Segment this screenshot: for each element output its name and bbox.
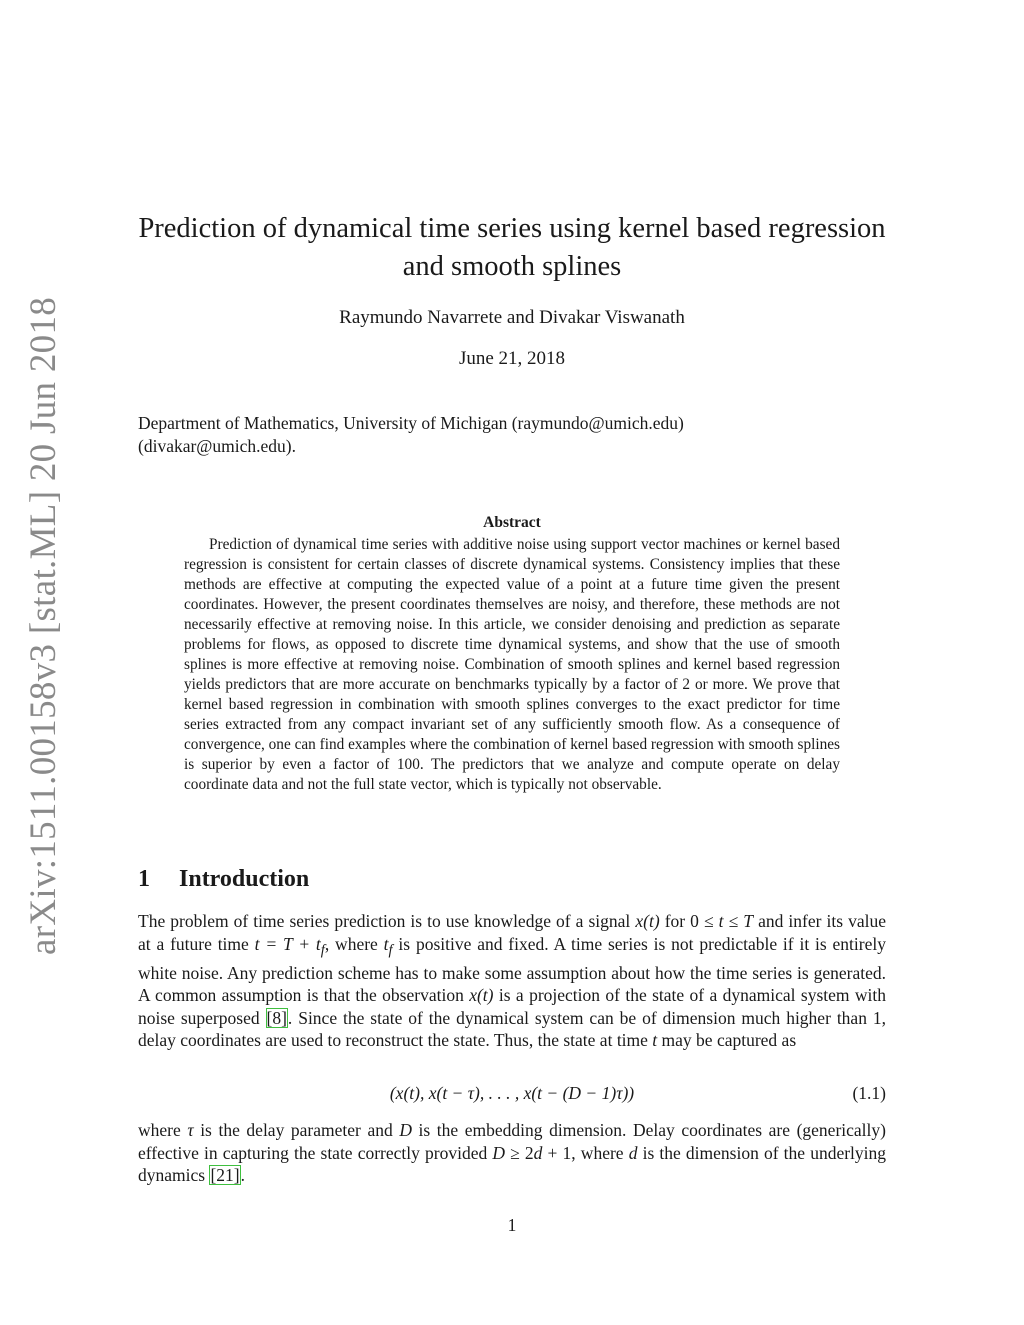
intro-paragraph-2 (138, 1119, 886, 1187)
math-subscript: f (388, 942, 393, 959)
text-run: The problem of time series prediction is to use knowledge of a signal (138, 911, 636, 931)
text-run: . Since the state of the dynamical system can be of dimension much higher than 1, delay coordinates are used to reconstruct the state. Thus, the state at time (138, 1007, 886, 1051)
math-inline: D (399, 1120, 412, 1140)
math-inline: D (492, 1142, 506, 1163)
citation-link-21[interactable]: [21] (210, 1165, 240, 1186)
text-run: may be captured as (657, 1030, 797, 1051)
text-run: ≥ 2 (505, 1142, 534, 1163)
section-number: 1 (138, 866, 150, 892)
math-inline: t = T + t (254, 933, 321, 954)
math-inline: τ (187, 1120, 194, 1140)
paper-title (138, 210, 886, 286)
text-run: is positive and fixed. A time series is not predictable if it is entirely white noise. Any prediction scheme has to make some assumption about how the time series is generated. A common assumption is that the observation (138, 933, 886, 1006)
math-inline: x(t) (469, 985, 494, 1006)
text-run: where (138, 1120, 188, 1140)
math-inline: t (718, 911, 724, 931)
math-subscript: f (320, 942, 325, 959)
page-number: 1 (507, 1215, 517, 1235)
equation-number: (1.1) (852, 1083, 886, 1103)
math-inline: x(t) (635, 911, 660, 931)
math-inline: d (628, 1142, 638, 1163)
equation-body: (x(t), x(t − τ), . . . , x(t − (D − 1)τ)) (389, 1083, 635, 1103)
affiliation-line-2: (divakar@umich.edu). (138, 436, 297, 456)
text-run: is the embedding dimension. Delay coordinates are (generically) effective in capturing the state correctly provided (138, 1120, 886, 1163)
math-inline: T (743, 911, 754, 931)
affiliation (138, 412, 886, 458)
publication-date: June 21, 2018 (458, 348, 566, 369)
citation-link-8[interactable]: [8] (266, 1007, 287, 1028)
text-run: is the dimension of the underlying dynamics (138, 1142, 887, 1186)
text-run: ≤ (723, 911, 744, 931)
math-inline: t (383, 933, 389, 954)
abstract-heading: Abstract (483, 514, 541, 531)
authors: Raymundo Navarrete and Divakar Viswanath (339, 307, 685, 328)
text-run: and infer its value at a future time (138, 911, 886, 954)
abstract-text: Prediction of dynamical time series with additive noise using support vector machines or kernel based regression is consistent for certain classes of discrete dynamical systems. Consistency implies that these methods are effective at computing the expected value of a point at a future time given the present coordinates. However, the present coordinates themselves are noisy, and therefore, these methods are not necessarily effective at removing noise. In this article, we consider denoising and prediction as separate problems for flows, as opposed to discrete time dynamical systems, and show that the use of smooth splines is more effective at removing noise. Combination of smooth splines and kernel based regression yields predictors that are more accurate on benchmarks typically by a factor of 2 or more. We prove that kernel based regression in combination with smooth splines converges to the exact predictor for time series extracted from any compact invariant set of any sufficiently smooth flow. As a consequence of convergence, one can find examples where the combination of kernel based regression with smooth splines is superior by even a factor of 100. The predictors that we analyze and compute operate on delay coordinate data and not the full state vector, which is typically not observable. (184, 536, 841, 793)
text-run: + 1, where (542, 1142, 629, 1163)
equation-1-1 (138, 1081, 886, 1105)
text-run: is a projection of the state of a dynamical system with noise superposed (138, 985, 886, 1028)
text-run: . (240, 1165, 245, 1186)
math-inline: t (652, 1030, 658, 1051)
text-run: is the delay parameter and (193, 1120, 400, 1140)
text-run: for 0 ≤ (659, 911, 719, 931)
title-line-1: Prediction of dynamical time series using kernel based regression (138, 213, 886, 244)
section-title: Introduction (179, 866, 310, 892)
title-line-2: and smooth splines (402, 251, 622, 282)
arxiv-identifier-stamp: arXiv:1511.00158v3 [stat.ML] 20 Jun 2018 (23, 296, 64, 955)
math-inline: d (533, 1142, 543, 1163)
affiliation-line-1: Department of Mathematics, University of Michigan (raymundo@umich.edu) (138, 413, 684, 433)
section-heading-introduction (138, 864, 886, 894)
text-run: , where (324, 933, 384, 954)
intro-paragraph-1 (138, 910, 886, 1052)
